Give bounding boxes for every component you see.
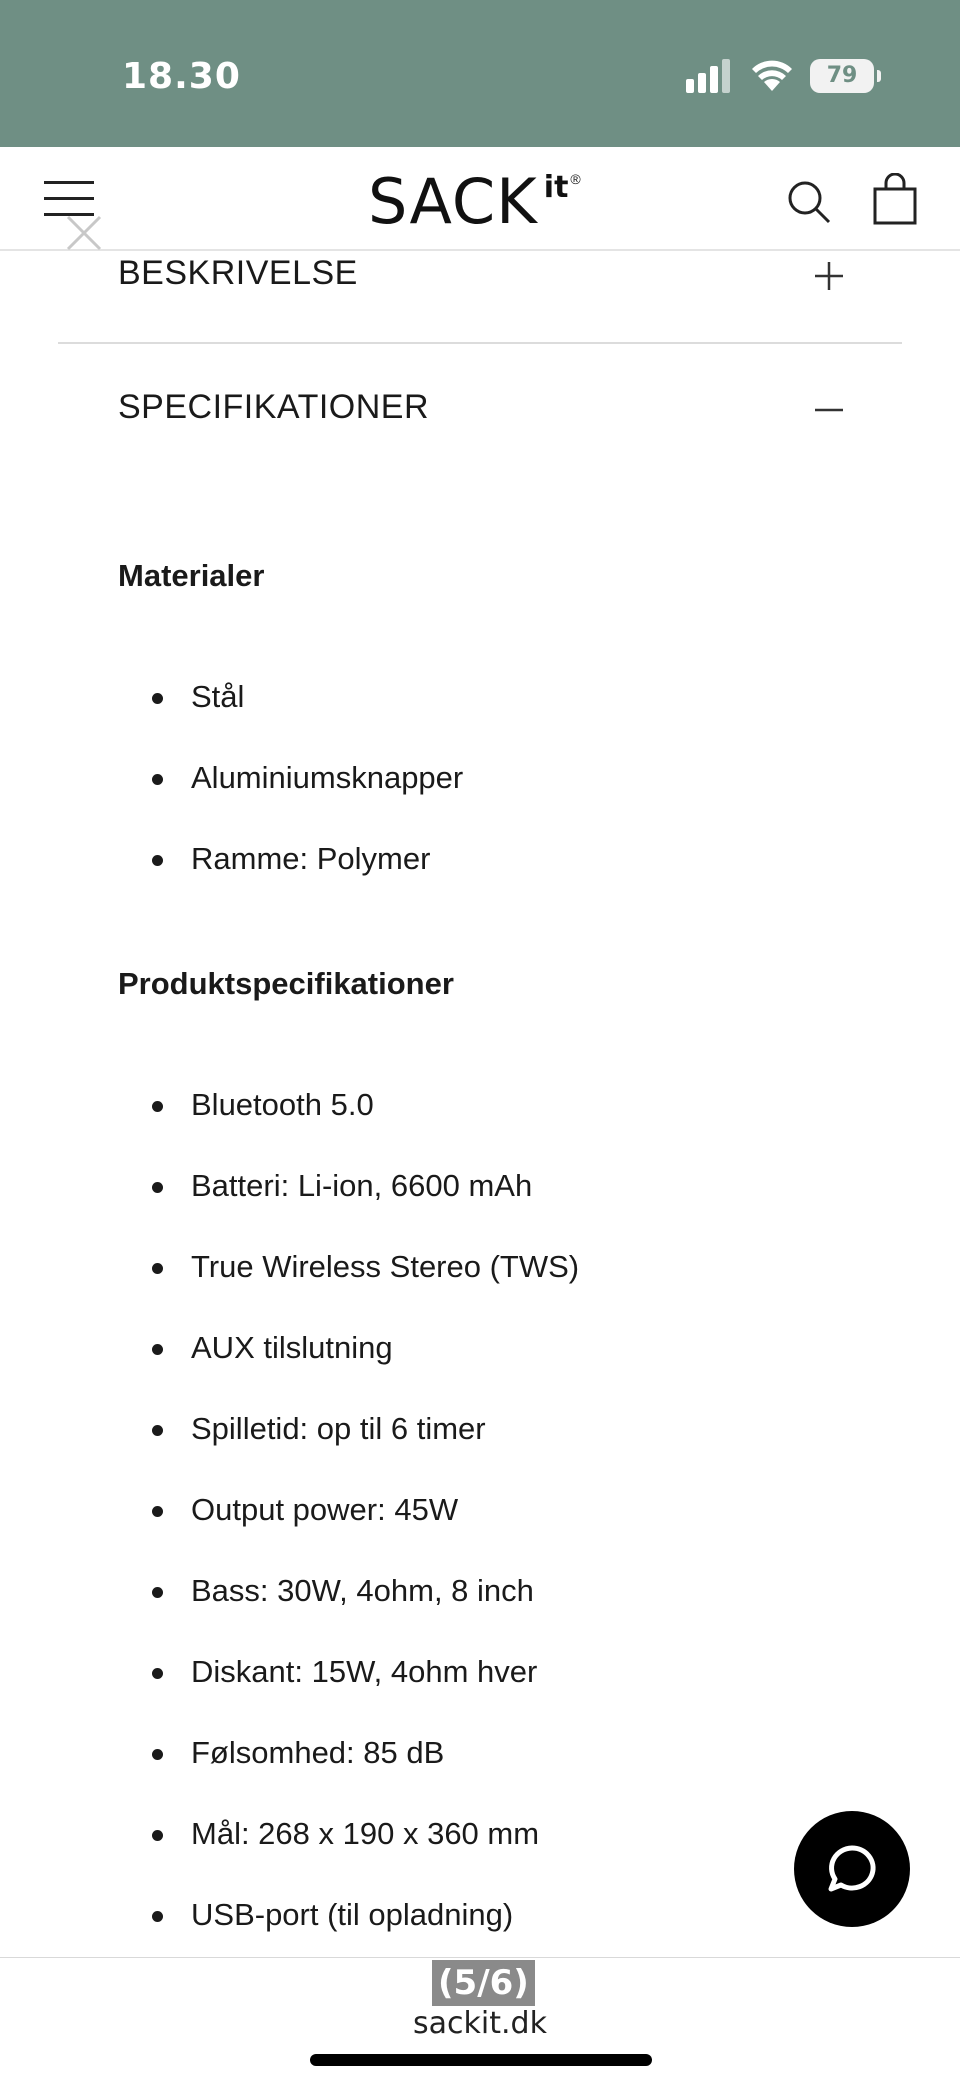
list-item: Bluetooth 5.0 — [118, 1086, 579, 1167]
list-item: Aluminiumsknapper — [118, 759, 463, 840]
signal-icon — [686, 59, 734, 93]
logo-sup: it — [543, 170, 569, 205]
accordion-title-beskrivelse: BESKRIVELSE — [118, 254, 358, 292]
url-domain[interactable]: sackit.dk — [413, 2006, 547, 2041]
search-icon[interactable] — [786, 179, 832, 225]
list-item: AUX tilslutning — [118, 1329, 579, 1410]
minus-icon[interactable] — [814, 395, 844, 425]
battery-icon: 79 — [810, 59, 874, 93]
specs-list — [118, 1086, 579, 1977]
cart-icon[interactable] — [872, 173, 918, 225]
site-header — [0, 147, 960, 251]
materials-heading: Materialer — [118, 558, 265, 593]
logo-registered: ® — [570, 171, 581, 187]
list-item: Diskant: 15W, 4ohm hver — [118, 1653, 579, 1734]
list-item: Batteri: Li-ion, 6600 mAh — [118, 1167, 579, 1248]
chat-button[interactable] — [794, 1811, 910, 1927]
list-item: Spilletid: op til 6 timer — [118, 1410, 579, 1491]
accordion-title-specifikationer: SPECIFIKATIONER — [118, 388, 430, 426]
plus-icon[interactable] — [814, 261, 844, 291]
list-item: True Wireless Stereo (TWS) — [118, 1248, 579, 1329]
site-logo[interactable] — [368, 167, 581, 237]
list-item: Mål: 268 x 190 x 360 mm — [118, 1815, 579, 1896]
status-icons — [686, 54, 874, 98]
list-item: Stål — [118, 678, 463, 759]
chat-icon — [824, 1841, 880, 1897]
specs-heading: Produktspecifikationer — [118, 966, 454, 1001]
list-item: Følsomhed: 85 dB — [118, 1734, 579, 1815]
materials-list — [118, 678, 463, 921]
wifi-icon — [750, 59, 794, 93]
page-indicator: (5/6) — [432, 1960, 535, 2006]
browser-bottom-bar — [0, 1957, 960, 2087]
close-icon[interactable] — [64, 213, 104, 253]
status-time: 18.30 — [122, 56, 241, 97]
list-item: Output power: 45W — [118, 1491, 579, 1572]
status-bar — [0, 0, 960, 147]
list-item: USB-port (til opladning) — [118, 1896, 579, 1977]
list-item: Ramme: Polymer — [118, 840, 463, 921]
accordion-divider — [58, 342, 902, 344]
logo-main: SACK — [368, 165, 538, 238]
home-indicator[interactable] — [310, 2054, 652, 2066]
list-item: Bass: 30W, 4ohm, 8 inch — [118, 1572, 579, 1653]
